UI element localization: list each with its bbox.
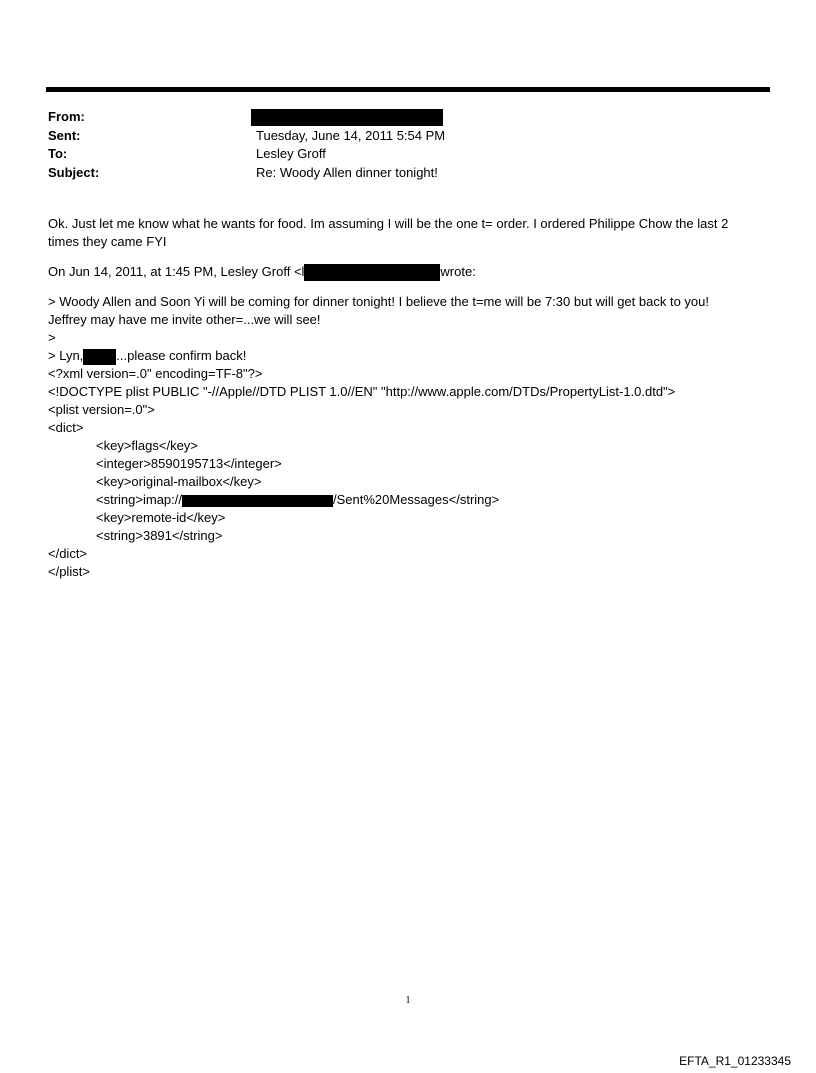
key-remote: <key>remote-id</key>: [96, 510, 226, 526]
reply-line-1: Ok. Just let me know what he wants for food. Im assuming I will be the one t= order. I ordered Philippe Chow the last 2: [48, 216, 729, 231]
quote-attribution: [48, 263, 770, 281]
string-remote: <string>3891</string>: [96, 528, 223, 544]
quoted-blank: >: [48, 330, 56, 346]
subject-label: Subject:: [48, 164, 100, 180]
email-redaction: [304, 264, 440, 281]
page-number: 1: [405, 995, 411, 1006]
from-redaction: [251, 109, 443, 126]
quoted-line-3-suffix: ...please confirm back!: [116, 348, 247, 364]
string-imap: [48, 491, 770, 509]
dict-open: <dict>: [48, 420, 84, 436]
xml-declaration: <?xml version=.0" encoding=TF-8"?>: [48, 366, 263, 382]
from-label: From:: [48, 109, 85, 124]
subject-value: Re: Woody Allen dinner tonight!: [256, 164, 438, 180]
mailbox-redaction: [182, 495, 333, 507]
quoted-line-3-prefix: > Lyn,: [48, 348, 84, 364]
integer-flags: <integer>8590195713</integer>: [96, 456, 282, 472]
header-rule: [46, 87, 770, 92]
sent-value: Tuesday, June 14, 2011 5:54 PM: [256, 127, 446, 143]
name-redaction: [83, 349, 116, 365]
bates-number: EFTA_R1_01233345: [679, 1054, 791, 1068]
to-value: Lesley Groff: [256, 146, 326, 161]
email-body: [48, 215, 770, 581]
quoted-line-1: > Woody Allen and Soon Yi will be coming for dinner tonight! I believe the t=me will be 7:30 but will get back to you!: [48, 294, 709, 310]
plist-open: <plist version=.0">: [48, 402, 155, 418]
string-imap-suffix: /Sent%20Messages</string>: [333, 492, 500, 508]
string-imap-prefix: <string>imap://: [96, 492, 182, 508]
doctype-line: <!DOCTYPE plist PUBLIC "-//Apple//DTD PLIST 1.0//EN" "http://www.apple.com/DTDs/PropertyList-1.0.dtd">: [48, 384, 676, 400]
quoted-line-2: Jeffrey may have me invite other=...we will see!: [48, 312, 321, 328]
plist-close: </plist>: [48, 564, 90, 580]
quoted-line-3: [48, 347, 770, 365]
key-mailbox: <key>original-mailbox</key>: [96, 474, 262, 490]
sent-label: Sent:: [48, 127, 81, 143]
dict-close: </dict>: [48, 546, 88, 562]
to-label: To:: [48, 146, 68, 161]
quote-attribution-prefix: On Jun 14, 2011, at 1:45 PM, Lesley Groff <l: [48, 264, 305, 279]
quote-attribution-suffix: wrote:: [440, 264, 476, 279]
reply-line-2: times they came FYI: [48, 234, 167, 249]
key-flags: <key>flags</key>: [96, 438, 198, 454]
